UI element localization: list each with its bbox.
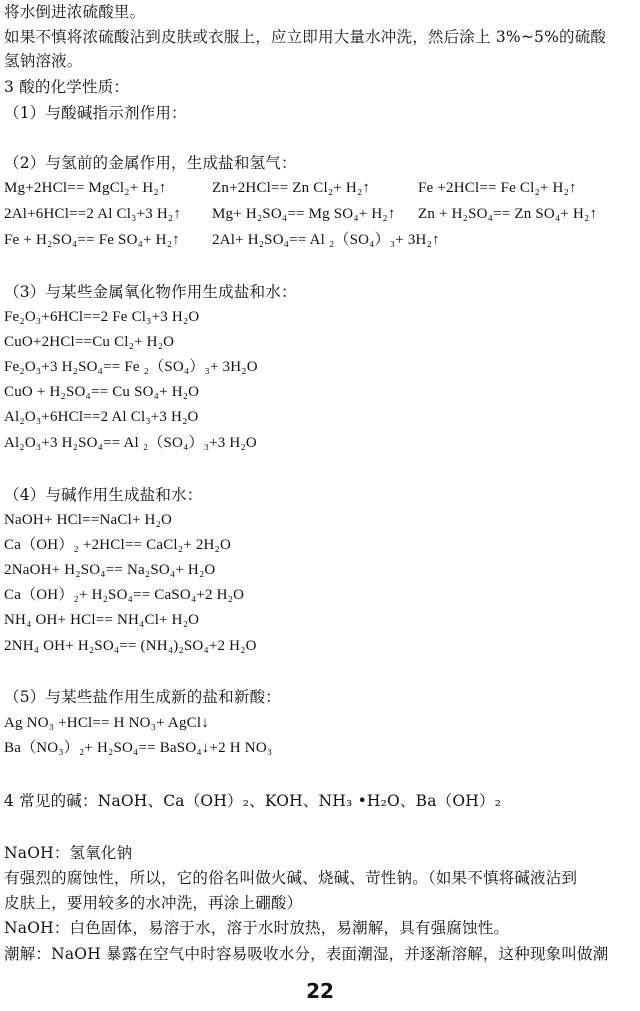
section-4-title: 4 常见的碱：NaOH、Ca（OH）₂、KOH、NH₃ •H₂O、Ba（OH）₂ bbox=[4, 792, 502, 810]
subsection-1-title: （1）与酸碱指示剂作用： bbox=[4, 104, 187, 122]
equation: Ca（OH）₂+ H₂SO₄== CaSO₄+2 H₂O bbox=[4, 587, 245, 603]
subsection-3-title: （3）与某些金属氧化物作用生成盐和水： bbox=[4, 283, 297, 301]
equation: NaOH+ HCl==NaCl+ H₂O bbox=[4, 512, 173, 528]
equation: CuO+2HCl==Cu Cl₂+ H₂O bbox=[4, 334, 175, 350]
equation: 2Al+6HCl==2 Al Cl₃+3 H₂↑ bbox=[4, 206, 182, 222]
equation: 2Al+ H₂SO₄== Al ₂（SO₄）₃+ 3H₂↑ bbox=[212, 232, 440, 248]
equation: Fe + H₂SO₄== Fe SO₄+ H₂↑ bbox=[4, 232, 180, 248]
equation: 2NH₄ OH+ H₂SO₄== (NH₄)₂SO₄+2 H₂O bbox=[4, 638, 257, 654]
equation: Ba（NO₃）₂+ H₂SO₄== BaSO₄↓+2 H NO₃ bbox=[4, 740, 273, 756]
section-3-title: 3 酸的化学性质： bbox=[4, 78, 130, 96]
naoh-heading: NaOH：氢氧化钠 bbox=[4, 844, 133, 862]
equation: Mg+2HCl== MgCl₂+ H₂↑ bbox=[4, 180, 167, 196]
equation: Mg+ H₂SO₄== Mg SO₄+ H₂↑ bbox=[212, 206, 396, 222]
equation: Al₂O₃+3 H₂SO₄== Al ₂（SO₄）₃+3 H₂O bbox=[4, 435, 257, 451]
equation-row bbox=[4, 229, 636, 251]
equation-row bbox=[4, 177, 636, 199]
equation: Fe₂O₃+3 H₂SO₄== Fe ₂（SO₄）₃+ 3H₂O bbox=[4, 359, 258, 375]
subsection-5-title: （5）与某些盐作用生成新的盐和新酸： bbox=[4, 688, 281, 706]
equation: Zn+2HCl== Zn Cl₂+ H₂↑ bbox=[212, 180, 371, 196]
paragraph-line: 潮解：NaOH 暴露在空气中时容易吸收水分，表面潮湿，并逐渐溶解，这种现象叫做潮 bbox=[4, 945, 609, 963]
paragraph-line: NaOH：白色固体，易溶于水，溶于水时放热，易潮解，具有强腐蚀性。 bbox=[4, 919, 510, 937]
paragraph-line: 皮肤上，要用较多的水冲洗，再涂上硼酸） bbox=[4, 894, 303, 912]
intro-line-3: 氢钠溶液。 bbox=[4, 52, 83, 70]
equation: 2NaOH+ H₂SO₄== Na₂SO₄+ H₂O bbox=[4, 562, 216, 578]
subsection-2-title: （2）与氢前的金属作用，生成盐和氢气： bbox=[4, 154, 297, 172]
equation: Zn + H₂SO₄== Zn SO₄+ H₂↑ bbox=[418, 206, 598, 222]
subsection-4-title: （4）与碱作用生成盐和水： bbox=[4, 486, 203, 504]
equation-row bbox=[4, 203, 636, 225]
equation: Ca（OH）₂ +2HCl== CaCl₂+ 2H₂O bbox=[4, 537, 232, 553]
page-number: 22 bbox=[306, 979, 334, 1003]
equation: Ag NO₃ +HCl== H NO₃+ AgCl↓ bbox=[4, 715, 209, 731]
intro-line-2: 如果不慎将浓硫酸沾到皮肤或衣服上，应立即用大量水冲洗，然后涂上 3%~5%的硫酸 bbox=[4, 28, 607, 46]
paragraph-line: 有强烈的腐蚀性，所以，它的俗名叫做火碱、烧碱、苛性钠。（如果不慎将碱液沾到 bbox=[4, 869, 578, 887]
equation: NH₄ OH+ HCl== NH₄Cl+ H₂O bbox=[4, 612, 200, 628]
equation: Fe +2HCl== Fe Cl₂+ H₂↑ bbox=[418, 180, 577, 196]
equation: Al₂O₃+6HCl==2 Al Cl₃+3 H₂O bbox=[4, 409, 199, 425]
intro-line-1: 将水倒进浓硫酸里。 bbox=[4, 3, 146, 21]
equation: CuO + H₂SO₄== Cu SO₄+ H₂O bbox=[4, 384, 200, 400]
equation: Fe₂O₃+6HCl==2 Fe Cl₃+3 H₂O bbox=[4, 309, 200, 325]
